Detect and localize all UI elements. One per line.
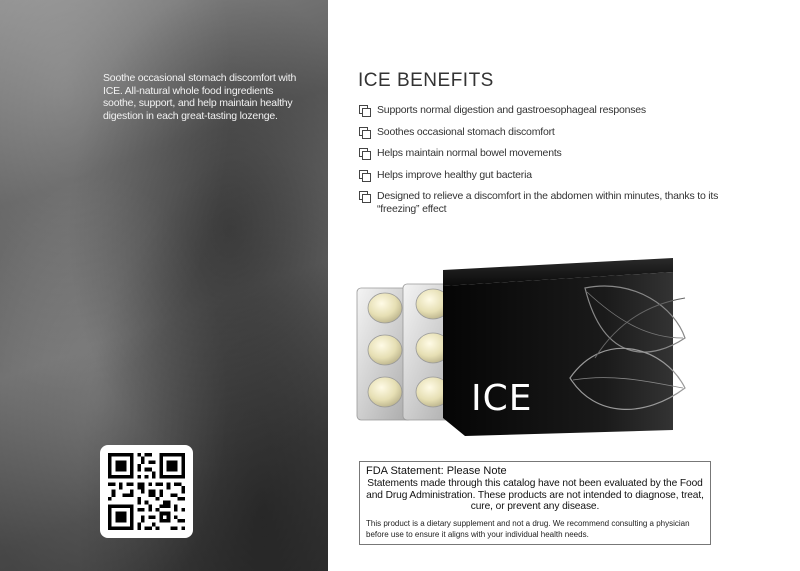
- copy-square-icon: [359, 170, 371, 182]
- benefit-item: [359, 169, 719, 182]
- fda-body: Statements made through this catalog have not been evaluated by the Food and Drug Administration. These products are not intended to diagnose, treat, cure, or prevent any disease.: [366, 478, 704, 512]
- box-label: ICE: [471, 378, 533, 419]
- copy-square-icon: [359, 105, 371, 117]
- qr-code[interactable]: [100, 445, 193, 538]
- benefit-item: [359, 126, 719, 139]
- benefit-label: Soothes occasional stomach discomfort: [377, 125, 555, 138]
- benefit-label: Designed to relieve a discomfort in the abdomen within minutes, thanks to its “freezing” effect: [377, 190, 719, 215]
- benefit-item: [359, 147, 719, 160]
- benefit-label: Helps maintain normal bowel movements: [377, 147, 562, 159]
- copy-square-icon: [359, 127, 371, 139]
- fda-heading: FDA Statement: Please Note: [366, 465, 507, 477]
- benefit-label: Supports normal digestion and gastroesophageal responses: [377, 104, 646, 116]
- copy-square-icon: [359, 191, 371, 203]
- copy-square-icon: [359, 148, 371, 160]
- qr-code-icon: [108, 453, 185, 530]
- benefit-item: [359, 190, 719, 215]
- product-package-image: [355, 258, 725, 448]
- ice-box: [443, 258, 685, 436]
- benefits-title: ICE BENEFITS: [358, 70, 494, 91]
- intro-text: Soothe occasional stomach discomfort with ICE. All-natural whole food ingredients soothe, support, and help maintain healthy digestion in each great-tasting lozenge.: [103, 72, 297, 122]
- benefit-label: Helps improve healthy gut bacteria: [377, 168, 532, 181]
- textured-left-panel: [0, 0, 328, 571]
- fda-statement-box: [359, 461, 711, 545]
- benefit-item: [359, 104, 719, 117]
- fda-note: This product is a dietary supplement and not a drug. We recommend consulting a physician before use to ensure it aligns with your individual health needs.: [366, 518, 690, 539]
- benefits-list: [359, 104, 719, 224]
